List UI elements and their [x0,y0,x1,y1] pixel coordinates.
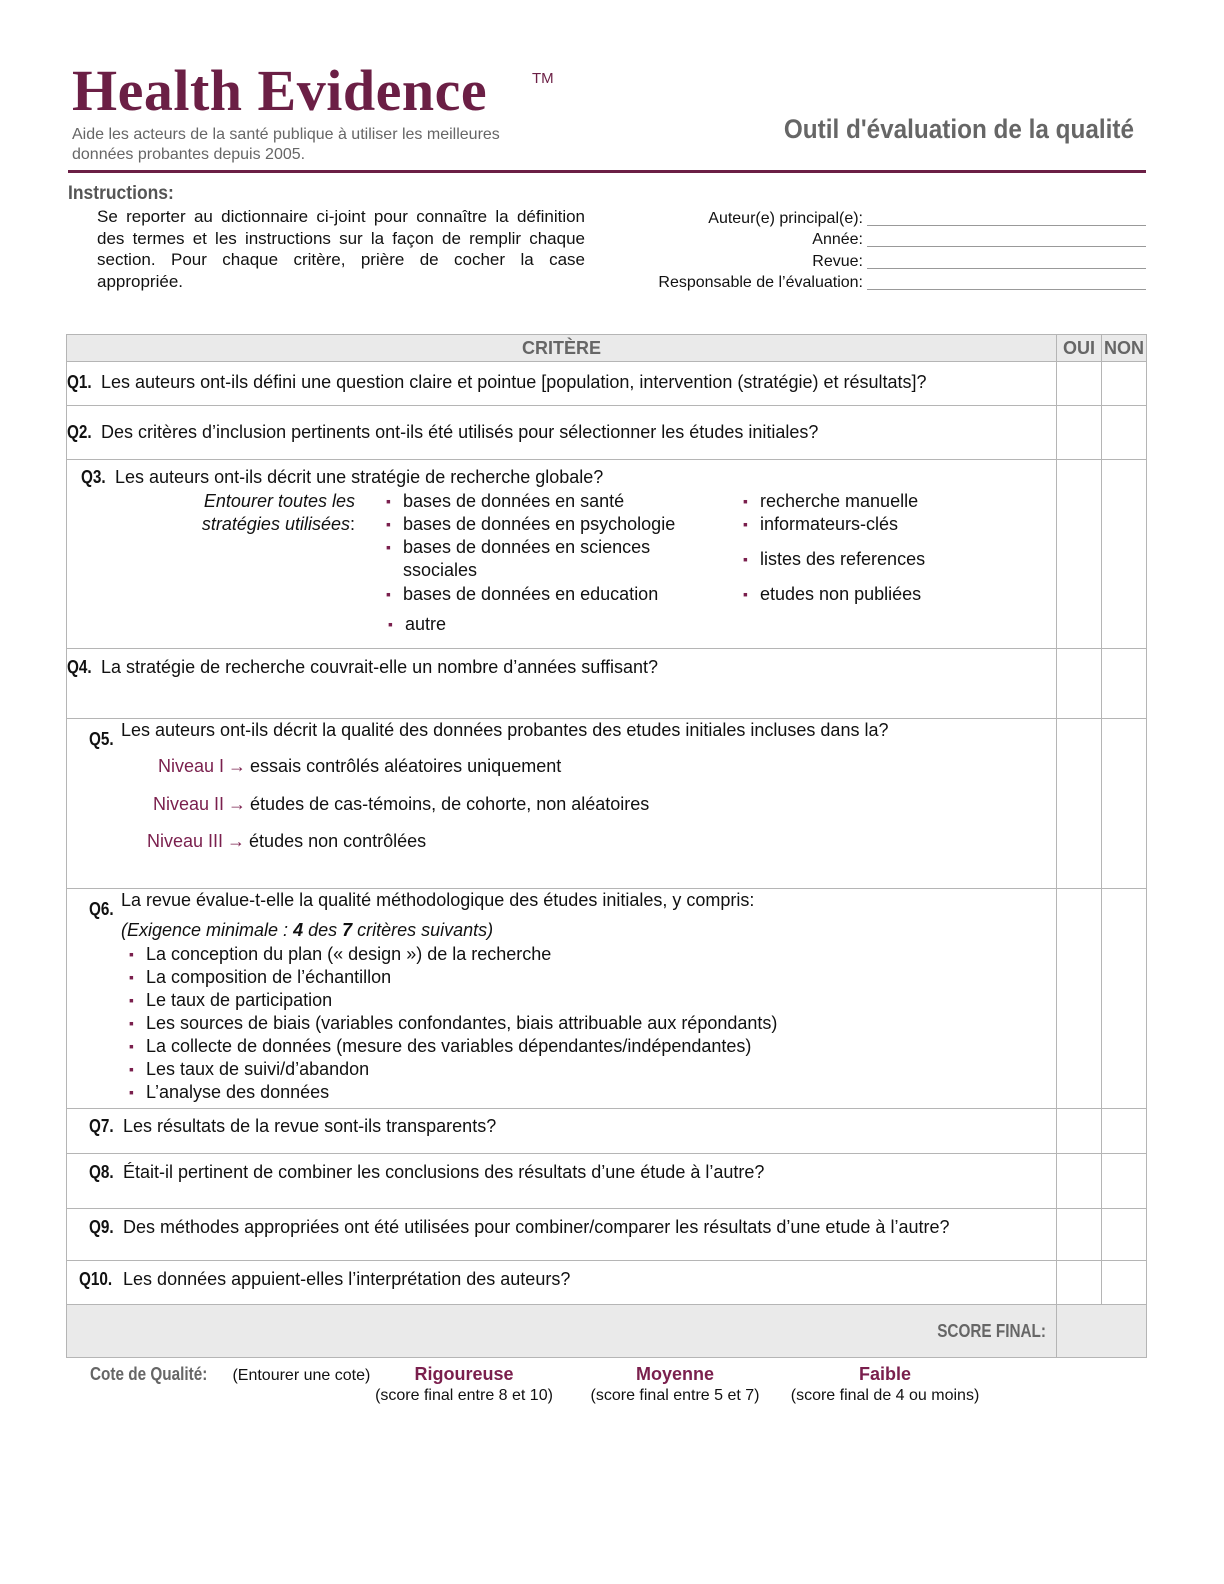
rating-label-text: Cote de Qualité: [90,1364,208,1384]
q3-instruction-line1: Entourer toutes les [203,491,355,511]
q10-text: Les données appuient-elles l’interprétation des auteurs? [118,1269,571,1289]
level-2-desc: études de cas-témoins, de cohorte, non aléatoires [250,794,650,814]
q5-number: Q5. [89,729,114,749]
author-field[interactable] [867,208,1146,226]
q3-no-box[interactable] [1102,460,1147,649]
strategy-hand-search[interactable]: ▪ recherche manuelle [760,490,918,513]
q10-no-box[interactable] [1102,1261,1147,1305]
strategy-social-sciences-db[interactable]: ▪ bases de données en sciences [403,536,650,559]
q6-req-min: 4 [293,920,304,940]
column-header-criteria: CRITÈRE [67,335,1057,362]
year-label: Année: [812,231,863,248]
q6-text: La revue évalue-t-elle la qualité méthodologique des études initiales, y compris: [121,890,755,910]
q1-text: Les auteurs ont-ils défini une question claire et pointue [population, intervention (stratégie) et résultats]? [96,372,927,392]
q1-number: Q1. [67,372,92,392]
journal-label: Revue: [812,252,863,270]
rating-option-strong[interactable] [370,1364,558,1405]
q3-instruction [187,490,355,536]
table-header-row [67,335,1147,362]
evaluator-label: Responsable de l’évaluation: [658,274,863,291]
quality-rating-label [90,1364,370,1385]
criterion-q9 [67,1209,1057,1261]
strategy-education-db[interactable]: ▪ bases de données en education [403,583,658,606]
score-row [67,1305,1147,1358]
q9-number: Q9. [89,1217,114,1237]
level-1 [158,756,561,777]
meta-fields [600,206,1146,292]
q9-yes-box[interactable] [1057,1209,1102,1261]
q5-text: Les auteurs ont-ils décrit la qualité des données probantes des etudes initiales incluses dans la? [121,720,889,740]
q3-text: Les auteurs ont-ils décrit une stratégie de recherche globale? [110,467,604,487]
q10-number: Q10. [79,1269,113,1289]
score-final-box[interactable] [1057,1305,1147,1358]
header-divider [68,170,1146,173]
q6-item: ▪ La conception du plan (« design ») de la recherche [146,943,551,966]
strategy-reference-lists[interactable]: ▪ listes des references [760,548,925,571]
q8-text: Était-il pertinent de combiner les conclusions des résultats d’une étude à l’autre? [118,1162,765,1182]
q5-number-wrap [89,729,118,750]
criterion-q1 [67,362,1057,406]
q6-item: ▪ Le taux de participation [146,989,332,1012]
brand-tagline [72,125,542,165]
author-label: Auteur(e) principal(e): [708,209,863,227]
q8-number: Q8. [89,1162,114,1182]
q3-instruction-line2: stratégies utilisées [201,514,350,534]
level-1-name: Niveau I [158,756,225,776]
q6-item: ▪ Les taux de suivi/d’abandon [146,1058,369,1081]
meta-row-journal [600,249,1146,271]
q6-req-pre: (Exigence minimale : [121,920,294,940]
q3-instruction-colon: : [349,514,355,534]
q3-content [67,460,1056,648]
strategy-health-db[interactable]: ▪ bases de données en santé [403,490,624,513]
q6-yes-box[interactable] [1057,889,1102,1109]
arrow-icon: → [228,794,247,814]
tagline-line-2: données probantes depuis 2005. [72,146,306,163]
q6-req-post: critères suivants) [352,920,494,940]
criterion-q10 [67,1261,1057,1305]
strategy-key-informants[interactable]: ▪ informateurs-clés [760,513,898,536]
score-final-text: SCORE FINAL: [937,1320,1046,1341]
table-row-q7 [67,1109,1147,1154]
rating-moderate-desc: (score final entre 5 et 7) [590,1387,760,1404]
table-row-q6 [67,889,1147,1109]
instructions-text: Se reporter au dictionnaire ci-joint pour connaître la définition des termes et les instructions sur la façon de remplir chaque section. Pour chaque critère, prière de cocher la case appropriée. [97,207,585,291]
q4-no-box[interactable] [1102,649,1147,719]
q6-no-box[interactable] [1102,889,1147,1109]
q6-item: ▪ Les sources de biais (variables confondantes, biais attribuable aux répondants) [146,1012,777,1035]
level-2 [153,794,649,815]
criterion-q5 [67,719,1057,889]
table-row-q2 [67,406,1147,460]
criteria-table [66,334,1147,1358]
strategy-other[interactable]: ▪ autre [405,613,446,636]
document-title: Outil d'évaluation de la qualité [783,114,1134,144]
score-final-label [67,1305,1057,1358]
journal-field[interactable] [867,251,1146,269]
rating-weak-desc: (score final de 4 ou moins) [790,1387,980,1404]
rating-weak-name: Faible [858,1364,911,1384]
q1-yes-box[interactable] [1057,362,1102,406]
level-3 [147,831,426,852]
rating-option-weak[interactable] [785,1364,985,1405]
rating-moderate-name: Moyenne [635,1364,714,1384]
criterion-q7 [67,1109,1057,1154]
q3-number: Q3. [81,467,106,487]
q6-item: ▪ La collecte de données (mesure des variables dépendantes/indépendantes) [146,1035,751,1058]
column-header-no: NON [1102,335,1147,362]
brand-logo [72,58,488,123]
q9-no-box[interactable] [1102,1209,1147,1261]
q2-yes-box[interactable] [1057,406,1102,460]
q6-req-total: 7 [342,920,353,940]
q6-requirement [121,920,493,941]
q7-no-box[interactable] [1102,1109,1147,1154]
table-row-q1 [67,362,1147,406]
q10-yes-box[interactable] [1057,1261,1102,1305]
q5-yes-box[interactable] [1057,719,1102,889]
q3-yes-box[interactable] [1057,460,1102,649]
brand-name: Health Evidence [72,58,488,123]
q6-req-mid: des [303,920,343,940]
criterion-q8 [67,1154,1057,1209]
year-field[interactable] [867,229,1146,247]
column-header-yes: OUI [1057,335,1102,362]
arrow-icon: → [227,831,246,851]
level-2-name: Niveau II [153,794,225,814]
q5-content [67,719,1056,888]
meta-row-year [600,228,1146,250]
q6-number: Q6. [89,899,114,919]
meta-row-evaluator [600,271,1146,293]
criterion-q3 [67,460,1057,649]
arrow-icon: → [228,756,247,776]
q5-no-box[interactable] [1102,719,1147,889]
q1-no-box[interactable] [1102,362,1147,406]
q8-no-box[interactable] [1102,1154,1147,1209]
instructions-heading: Instructions: [68,183,174,204]
level-1-desc: essais contrôlés aléatoires uniquement [250,756,562,776]
table-row-q8 [67,1154,1147,1209]
q3-question [81,467,603,488]
level-3-desc: études non contrôlées [249,831,427,851]
strategy-unpublished-studies[interactable]: ▪ etudes non publiées [760,583,921,606]
criterion-q4 [67,649,1057,719]
rating-option-moderate[interactable] [585,1364,765,1405]
table-row-q3 [67,460,1147,649]
q2-text: Des critères d’inclusion pertinents ont-ils été utilisés pour sélectionner les études initiales? [96,422,819,442]
strategy-social-sciences-db-cont: ssociales [403,560,478,580]
q9-text: Des méthodes appropriées ont été utilisées pour combiner/comparer les résultats d’une etude à l’autre? [118,1217,950,1237]
rating-strong-desc: (score final entre 8 et 10) [375,1387,553,1404]
evaluator-field[interactable] [867,272,1146,290]
q2-no-box[interactable] [1102,406,1147,460]
q7-yes-box[interactable] [1057,1109,1102,1154]
q6-content [67,889,1056,1108]
level-3-name: Niveau III [147,831,224,851]
rating-strong-name: Rigoureuse [414,1364,514,1384]
q7-number: Q7. [89,1116,114,1136]
rating-note: (Entourer une cote) [228,1367,371,1384]
q4-yes-box[interactable] [1057,649,1102,719]
q6-number-wrap [89,899,118,920]
criterion-q2 [67,406,1057,460]
q2-number: Q2. [67,422,92,442]
q6-item: ▪ La composition de l’échantillon [146,966,391,989]
meta-row-author [600,206,1146,228]
tagline-line-1: Aide les acteurs de la santé publique à utiliser les meilleures [72,126,500,143]
table-row-q10 [67,1261,1147,1305]
strategy-psychology-db[interactable]: ▪ bases de données en psychologie [403,513,675,536]
q7-text: Les résultats de la revue sont-ils transparents? [118,1116,497,1136]
table-row-q4 [67,649,1147,719]
table-row-q5 [67,719,1147,889]
trademark-mark: TM [532,70,554,87]
table-row-q9 [67,1209,1147,1261]
criterion-q6 [67,889,1057,1109]
q4-text: La stratégie de recherche couvrait-elle un nombre d’années suffisant? [96,657,659,677]
q6-item: ▪ L’analyse des données [146,1081,329,1104]
q8-yes-box[interactable] [1057,1154,1102,1209]
q4-number: Q4. [67,657,92,677]
